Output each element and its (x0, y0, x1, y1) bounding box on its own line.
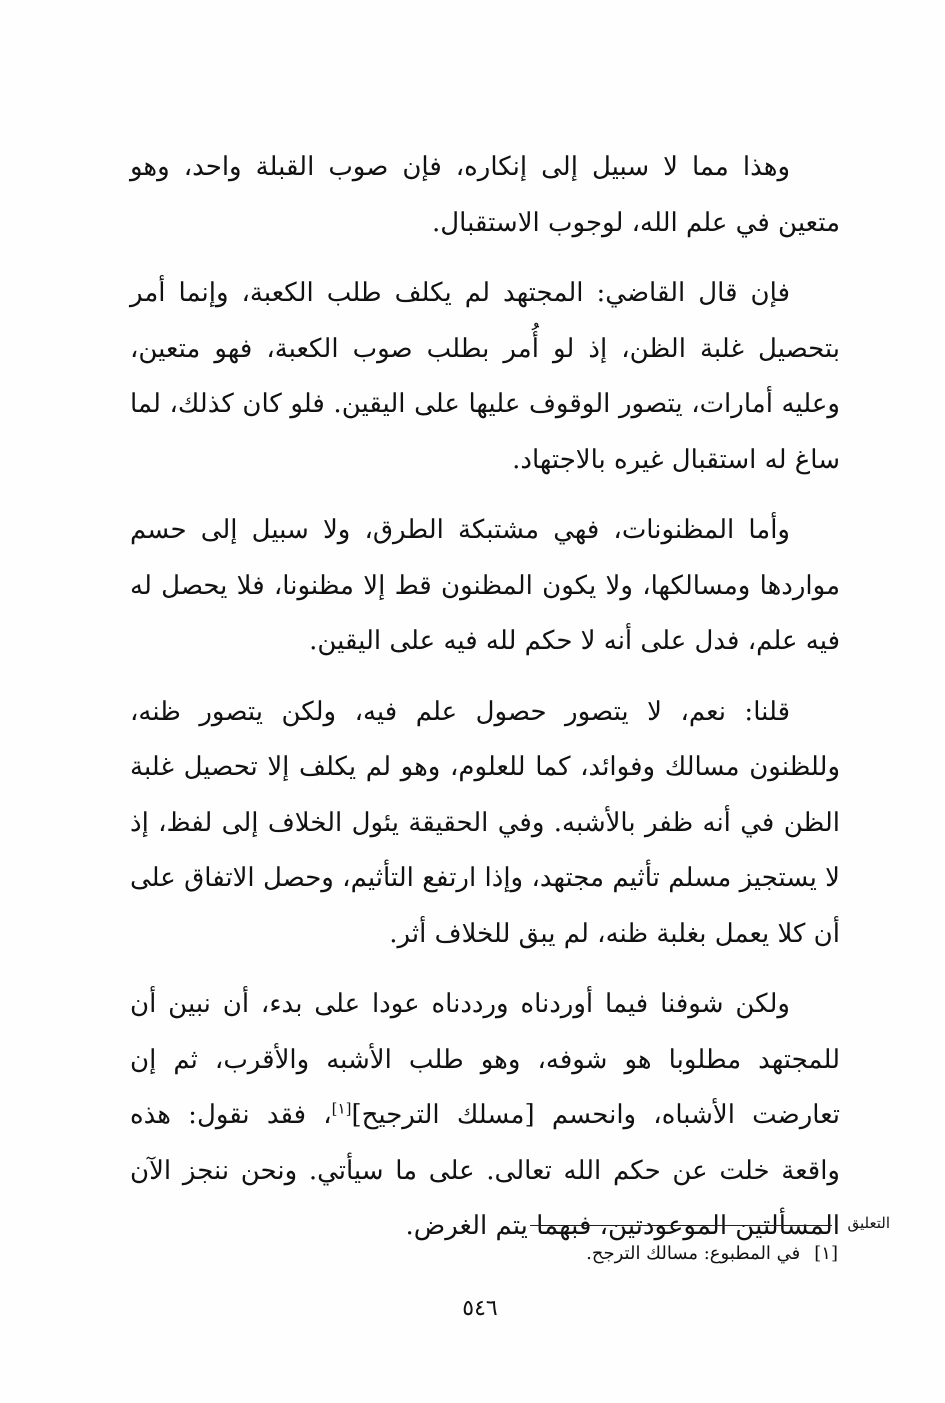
paragraph-5-text-after: ، فقد نقول: هذه واقعة خلت عن حكم الله تعالى. على ما سيأتي. ونحن ننجز الآن المسألتين الموعودتين، فبهما يتم الغرض. (130, 1100, 840, 1241)
paragraph-4: قلنا: نعم، لا يتصور حصول علم فيه، ولكن يتصور ظنه، وللظنون مسالك وفوائد، كما للعلوم، وهو لم يكلف إلا تحصيل غلبة الظن في أنه ظفر بالأشبه. وفي الحقيقة يئول الخلاف إلى لفظ، إذ لا يستجيز مسلم تأثيم مجتهد، وإذا ارتفع التأثيم، وحصل الاتفاق على أن كلا يعمل بغلبة ظنه، لم يبق للخلاف أثر. (130, 696, 840, 949)
paragraph-5-text-before: ولكن شوفنا فيما أوردناه ورددناه عودا على بدء، أن نبين أن للمجتهد مطلوبا هو شوفه، وهو طلب الأشبه والأقرب، ثم إن تعارضت الأشباه، وانحسم [مسلك الترجيح] (130, 989, 840, 1130)
footnote-text: في المطبوع: مسالك الترجح. (586, 1243, 801, 1264)
paragraph-1: وهذا مما لا سبيل إلى إنكاره، فإن صوب القبلة واحد، وهو متعين في علم الله، لوجوب الاستقبال. (130, 152, 840, 238)
paragraph-2: فإن قال القاضي: المجتهد لم يكلف طلب الكعبة، وإنما أمر بتحصيل غلبة الظن، إذ لو أُمر بطلب صوب الكعبة، فهو متعين، وعليه أمارات، يتصور الوقوف عليها على اليقين. فلو كان كذلك، لما ساغ له استقبال غيره بالاجتهاد. (130, 278, 840, 475)
footnote-divider (530, 1225, 832, 1226)
footnote-number: [١] (814, 1243, 838, 1264)
footnote-reference: [١] (331, 1099, 352, 1118)
main-text (130, 140, 840, 1270)
footnote-heading: التعليق (847, 1214, 890, 1232)
page-number: ٥٤٦ (462, 1296, 498, 1321)
footnote-item (586, 1239, 838, 1269)
paragraph-3: وأما المظنونات، فهي مشتبكة الطرق، ولا سبيل إلى حسم مواردها ومسالكها، ولا يكون المظنون قط إلا مظنونا، فلا يحصل له فيه علم، فدل على أنه لا حكم لله فيه على اليقين. (130, 515, 840, 656)
footnote-area (530, 1213, 890, 1283)
